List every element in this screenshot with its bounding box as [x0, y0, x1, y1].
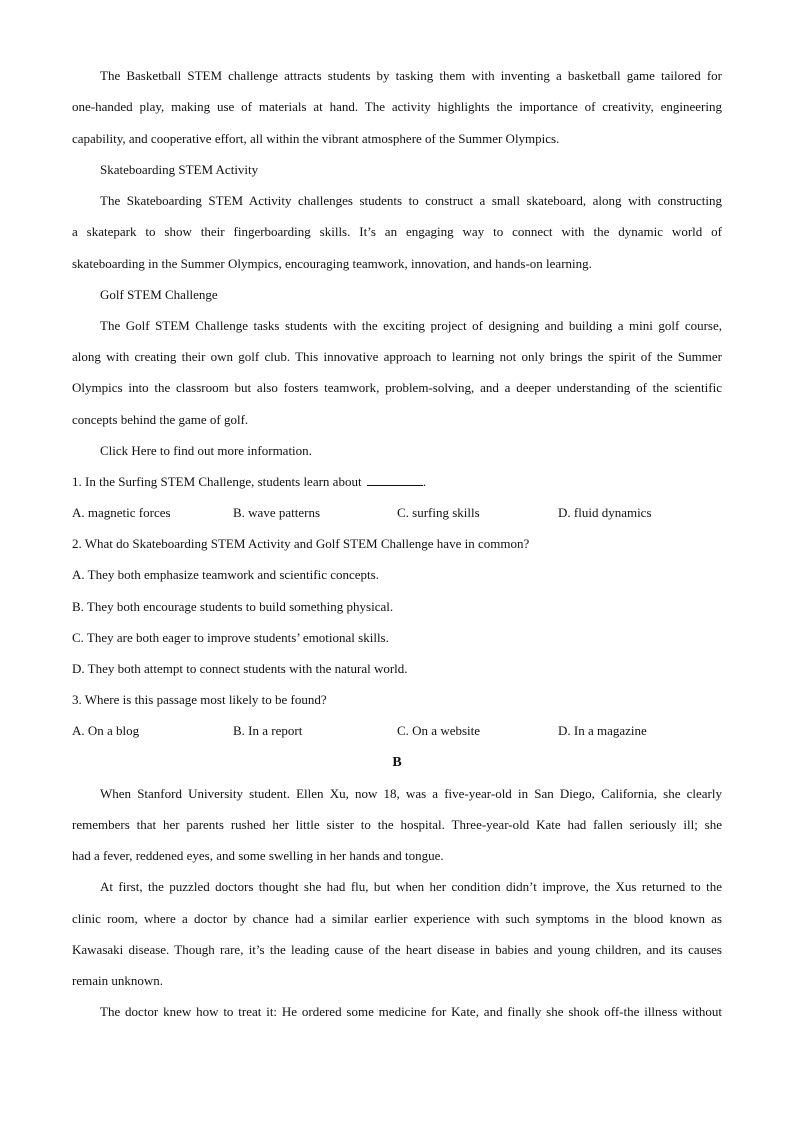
heading-golf: Golf STEM Challenge	[100, 287, 218, 302]
q1-option-c: C. surfing skills	[397, 505, 480, 520]
question-1-stem: 1. In the Surfing STEM Challenge, students learn about	[72, 474, 362, 489]
paragraph-b1-line: had a fever, reddened eyes, and some swelling in her hands and tongue.	[72, 848, 444, 863]
q3-option-c: C. On a website	[397, 723, 481, 738]
paragraph-golf-line: The Golf STEM Challenge tasks students with the exciting project of designing and building a mini golf course,	[100, 318, 722, 333]
question-2-stem: 2. What do Skateboarding STEM Activity and Golf STEM Challenge have in common?	[72, 536, 530, 551]
click-here-text: Click Here to find out more information.	[100, 443, 312, 458]
paragraph-skateboarding-line: a skatepark to show their fingerboarding skills. It’s an engaging way to connect with the dynamic world of	[72, 224, 722, 239]
question-1	[72, 474, 426, 490]
paragraph-b2-line: remain unknown.	[72, 973, 163, 988]
paragraph-skateboarding-line: skateboarding in the Summer Olympics, encouraging teamwork, innovation, and hands-on learning.	[72, 256, 592, 271]
question-3-stem: 3. Where is this passage most likely to be found?	[72, 692, 327, 707]
q1-option-b: B. wave patterns	[233, 505, 321, 520]
q2-option-d: D. They both attempt to connect students with the natural world.	[72, 661, 408, 676]
q2-option-a: A. They both emphasize teamwork and scientific concepts.	[72, 567, 379, 582]
paragraph-b2-line: Kawasaki disease. Though rare, it’s the leading cause of the heart disease in babies and young children, and its causes	[72, 942, 722, 957]
q2-option-b: B. They both encourage students to build something physical.	[72, 599, 394, 614]
paragraph-basketball-line: capability, and cooperative effort, all within the vibrant atmosphere of the Summer Olympics.	[72, 131, 560, 146]
paragraph-b2-line: At first, the puzzled doctors thought she had flu, but when her condition didn’t improve, the Xus returned to the	[100, 879, 722, 894]
paragraph-golf-line: concepts behind the game of golf.	[72, 412, 249, 427]
paragraph-basketball-line: The Basketball STEM challenge attracts students by tasking them with inventing a basketball game tailored for	[100, 68, 722, 83]
paragraph-golf-line: Olympics into the classroom but also fosters teamwork, problem-solving, and a deeper understanding of the scientific	[72, 380, 722, 395]
paragraph-skateboarding-line: The Skateboarding STEM Activity challenges students to construct a small skateboard, along with constructing	[100, 193, 722, 208]
section-heading-b: B	[392, 755, 402, 770]
q3-option-d: D. In a magazine	[558, 723, 647, 738]
q3-option-b: B. In a report	[233, 723, 303, 738]
q2-option-c: C. They are both eager to improve students’ emotional skills.	[72, 630, 389, 645]
paragraph-b3-line: The doctor knew how to treat it: He ordered some medicine for Kate, and finally she shook off-the illness without	[100, 1004, 722, 1019]
paragraph-b2-line: clinic room, where a doctor by chance had a similar earlier experience with such symptoms in the blood known as	[72, 911, 722, 926]
q1-option-a: A. magnetic forces	[72, 505, 171, 520]
heading-skateboarding: Skateboarding STEM Activity	[100, 162, 259, 177]
paragraph-b1-line: When Stanford University student. Ellen Xu, now 18, was a five-year-old in San Diego, California, she clearly	[100, 786, 722, 801]
paragraph-golf-line: along with creating their own golf club. This innovative approach to learning not only brings the spirit of the Summer	[72, 349, 722, 364]
question-1-end: .	[422, 474, 427, 489]
answer-blank	[367, 474, 423, 486]
q3-option-a: A. On a blog	[72, 723, 140, 738]
paragraph-basketball-line: one-handed play, making use of materials at hand. The activity highlights the importance of creativity, engineering	[72, 99, 722, 114]
q1-option-d: D. fluid dynamics	[558, 505, 652, 520]
paragraph-b1-line: remembers that her parents rushed her little sister to the hospital. Three-year-old Kate had fallen seriously ill; she	[72, 817, 722, 832]
